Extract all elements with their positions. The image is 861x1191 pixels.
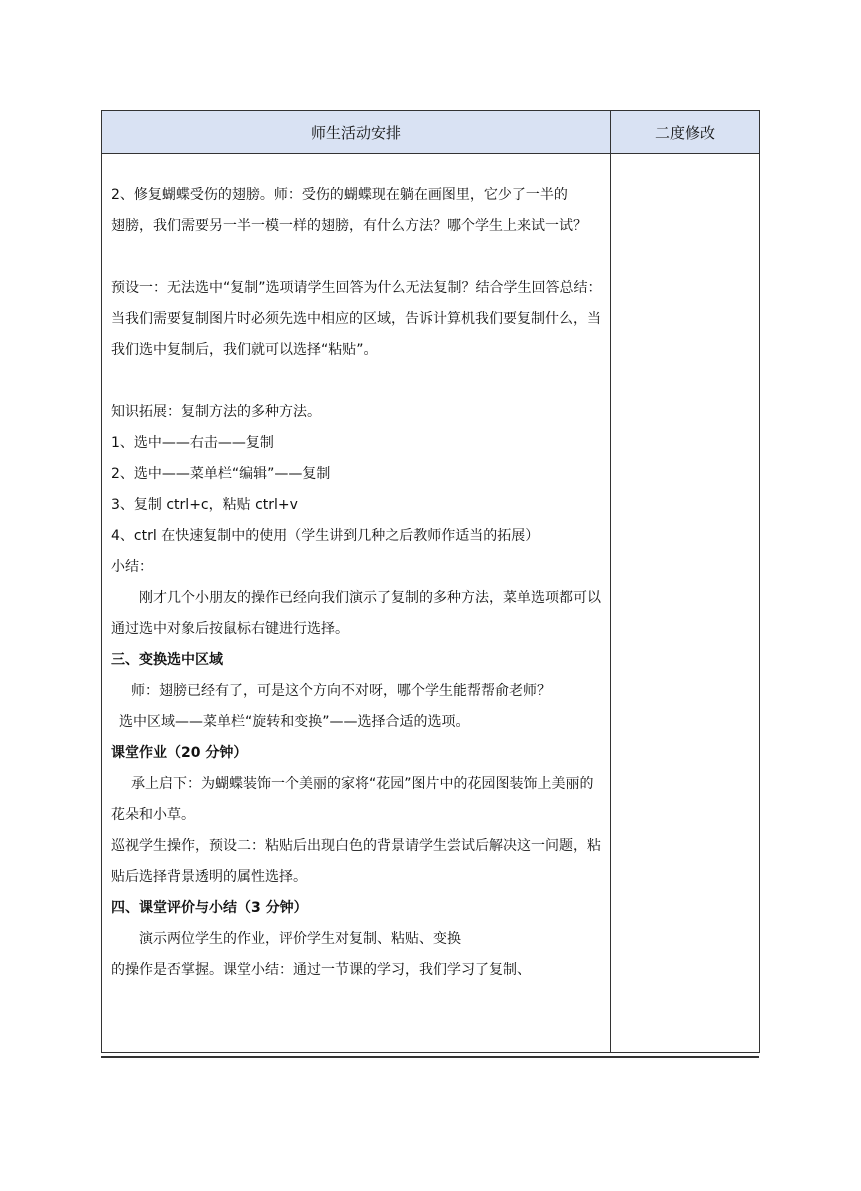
revision-cell — [611, 154, 760, 1053]
header-activity-arrangement: 师生活动安排 — [102, 111, 611, 154]
paragraph-summary-body: 刚才几个小朋友的操作已经向我们演示了复制的多种方法，菜单选项都可以通过选中对象后按鼠标右键进行选择。 — [111, 590, 601, 637]
table-bottom-rule — [101, 1056, 759, 1058]
paragraph-evaluation-body: 演示两位学生的作业，评价学生对复制、粘贴、变换 — [139, 931, 461, 947]
list-item-method-2: 2、选中——菜单栏“编辑”——复制 — [111, 466, 331, 482]
paragraph-preset-one: 预设一：无法选中“复制”选项请学生回答为什么无法复制？结合学生回答总结：当我们需要复制图片时必须先选中相应的区域，告诉计算机我们要复制什么，当我们选中复制后，我们就可以选择“粘贴”。 — [111, 280, 602, 358]
paragraph-preset-two: 巡视学生操作，预设二：粘贴后出现白色的背景请学生尝试后解决这一问题，粘贴后选择背景透明的属性选择。 — [111, 838, 601, 885]
header-revision: 二度修改 — [611, 111, 760, 154]
paragraph-classwork-task: 承上启下：为蝴蝶装饰一个美丽的家将“花园”图片中的花园图装饰上美丽的花朵和小草。 — [111, 776, 594, 823]
list-item-method-4: 4、ctrl 在快速复制中的使用（学生讲到几种之后教师作适当的拓展） — [111, 528, 540, 544]
paragraph-transform-steps: 选中区域——菜单栏“旋转和变换”——选择合适的选项。 — [119, 714, 470, 730]
list-item-method-1: 1、选中——右击——复制 — [111, 435, 274, 451]
paragraph-class-summary: 的操作是否掌握。课堂小结：通过一节课的学习，我们学习了复制、 — [111, 962, 531, 978]
table-header-row — [102, 111, 760, 154]
paragraph-repair-wing: 2、修复蝴蝶受伤的翅膀。师：受伤的蝴蝶现在躺在画图里，它少了一半的 — [111, 187, 568, 203]
paragraph-teacher-question: 师：翅膀已经有了，可是这个方向不对呀，哪个学生能帮帮俞老师？ — [131, 683, 551, 699]
spacer — [111, 242, 602, 273]
list-item-method-3: 3、复制 ctrl+c，粘贴 ctrl+v — [111, 497, 298, 513]
section-heading-transform: 三、变换选中区域 — [111, 652, 223, 668]
table-content-row — [102, 154, 760, 1053]
paragraph-wing-question: 翅膀，我们需要另一半一模一样的翅膀，有什么方法？哪个学生上来试一试？ — [111, 218, 587, 234]
paragraph-summary-label: 小结： — [111, 559, 153, 575]
section-heading-classwork: 课堂作业（20 分钟） — [111, 745, 248, 761]
spacer — [111, 154, 602, 180]
lesson-plan-table — [101, 110, 760, 1053]
paragraph-knowledge-extension: 知识拓展：复制方法的多种方法。 — [111, 404, 321, 420]
activity-content-cell — [102, 154, 611, 1053]
spacer — [111, 366, 602, 397]
section-heading-evaluation: 四、课堂评价与小结（3 分钟） — [111, 900, 308, 916]
